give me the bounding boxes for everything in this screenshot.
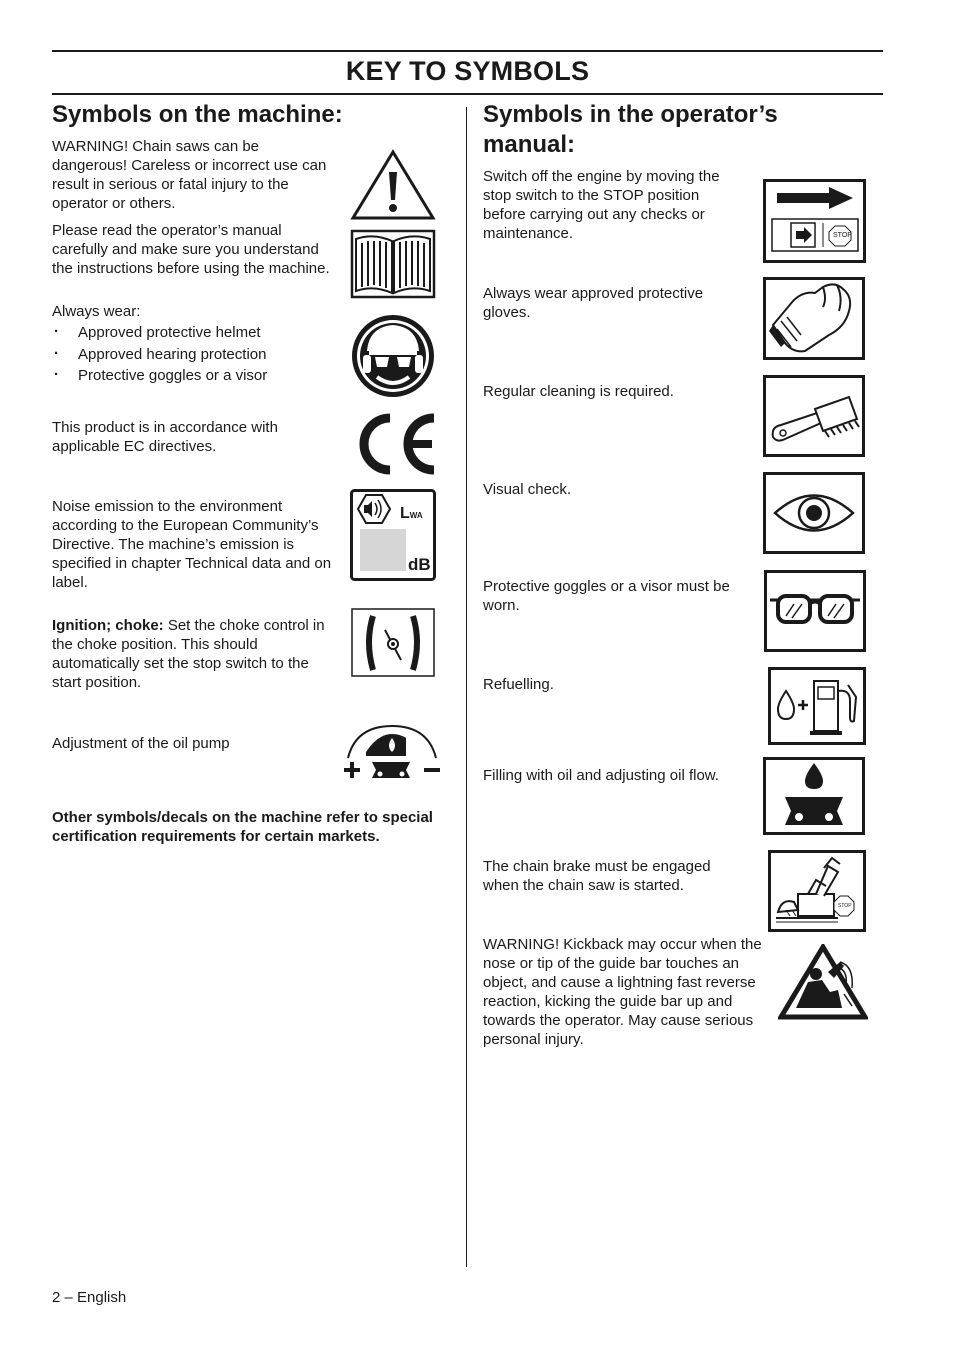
stop-sign-label: STOP — [833, 232, 852, 239]
eye-icon — [763, 472, 865, 554]
kickback-warning-text: WARNING! Kickback may occur when the nose or tip of the guide bar touches an object, and cause a lightning fast reverse reaction, kicking the guide bar up and towards the operator. May cause serious personal injury. — [483, 936, 762, 1048]
goggles-icon — [764, 570, 866, 652]
page-title: KEY TO SYMBOLS — [345, 56, 590, 86]
oil-pump-adjust-icon — [340, 722, 444, 786]
ignition-label: Ignition; choke: — [52, 617, 164, 634]
left-heading: Symbols on the machine: — [52, 101, 343, 128]
list-item: · Approved protective helmet — [52, 323, 267, 345]
choke-icon — [351, 608, 435, 678]
gloves-text: Always wear approved protective gloves. — [483, 285, 704, 321]
chain-brake-stop-label: STOP — [838, 903, 852, 909]
goggles-text: Protective goggles or a visor must be worn. — [483, 578, 730, 614]
top-rule — [52, 50, 883, 52]
refuelling-pump-icon — [768, 667, 866, 745]
refuelling-text: Refuelling. — [483, 676, 554, 693]
ignition-text — [52, 616, 334, 692]
noise-lwa-label: LWA — [400, 505, 423, 522]
oil-chain-icon — [763, 757, 865, 835]
helmet-hearing-goggles-icon — [349, 313, 437, 399]
always-wear-label: Always wear: — [52, 303, 141, 320]
noise-text: Noise emission to the environment according to the European Community’s Directive. The machine’s emission is specified in chapter Technical data and on label. — [52, 498, 332, 591]
chain-brake-start-icon — [768, 850, 866, 932]
wear-list — [52, 323, 267, 388]
warning-triangle-icon — [349, 148, 437, 222]
protective-gloves-icon — [763, 277, 865, 360]
cleaning-text: Regular cleaning is required. — [483, 383, 674, 400]
noise-lwa-subscript: WA — [409, 511, 423, 520]
ignition-body: Set the choke control in the choke position. This should automatically set the stop switch to the start position. — [52, 617, 325, 691]
oil-filling-text: Filling with oil and adjusting oil flow. — [483, 767, 719, 784]
warning-text: WARNING! Chain saws can be dangerous! Careless or incorrect use can result in serious or fatal injury to the operator or others. — [52, 138, 327, 212]
kickback-warning-icon — [778, 944, 868, 1020]
ec-text: This product is in accordance with applicable EC directives. — [52, 419, 278, 455]
manual-book-icon — [350, 229, 436, 301]
right-heading: Symbols in the operator’s manual: — [483, 101, 778, 158]
ce-mark-icon — [350, 410, 438, 478]
noise-db-label: dB — [408, 555, 431, 574]
cleaning-brush-icon — [763, 375, 865, 457]
chain-brake-text: The chain brake must be engaged when the chain saw is started. — [483, 858, 711, 894]
list-item: · Protective goggles or a visor — [52, 366, 267, 388]
read-manual-text: Please read the operator’s manual carefully and make sure you understand the instructions before using the machine. — [52, 222, 330, 277]
other-symbols-text: Other symbols/decals on the machine refer to special certification requirements for certain markets. — [52, 809, 433, 845]
title-underline — [52, 93, 883, 95]
stop-switch-icon — [763, 179, 866, 263]
noise-emission-icon — [350, 489, 436, 581]
list-item: · Approved hearing protection — [52, 345, 267, 367]
visual-check-text: Visual check. — [483, 481, 572, 498]
column-divider — [466, 107, 467, 1267]
stop-switch-text: Switch off the engine by moving the stop switch to the STOP position before carrying out any checks or maintenance. — [483, 168, 720, 242]
page-footer: 2 – English — [52, 1289, 127, 1306]
oil-pump-text: Adjustment of the oil pump — [52, 735, 230, 752]
